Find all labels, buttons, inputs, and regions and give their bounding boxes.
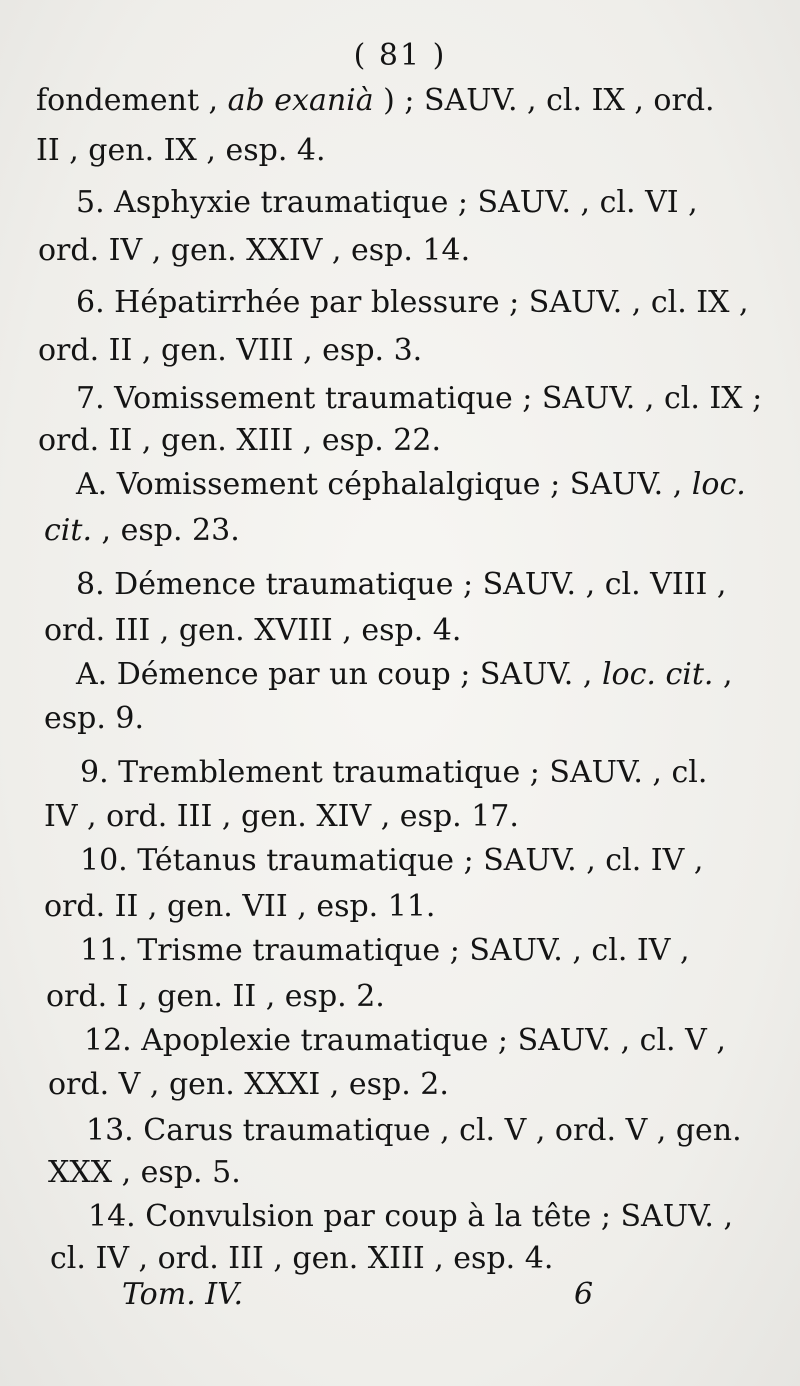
text-line: 5. Asphyxie traumatique ; SAUV. , cl. VI , <box>76 185 698 220</box>
text-line: A. Démence par un coup ; SAUV. , loc. cit. , <box>76 657 733 692</box>
volume-label: Tom. IV. <box>122 1277 244 1312</box>
text-line: A. Vomissement céphalalgique ; SAUV. , loc. <box>76 467 746 502</box>
text-line: 9. Tremblement traumatique ; SAUV. , cl. <box>80 755 708 790</box>
text-line: ord. II , gen. VIII , esp. 3. <box>38 333 423 368</box>
text-line: ord. III , gen. XVIII , esp. 4. <box>44 613 462 648</box>
text-line: 13. Carus traumatique , cl. V , ord. V , gen. <box>86 1113 742 1148</box>
text-line: 11. Trisme traumatique ; SAUV. , cl. IV , <box>80 933 690 968</box>
text-line: 8. Démence traumatique ; SAUV. , cl. VIII , <box>76 567 727 602</box>
text-line: XXX , esp. 5. <box>48 1155 241 1190</box>
text-line: 10. Tétanus traumatique ; SAUV. , cl. IV , <box>80 843 704 878</box>
text-line: 14. Convulsion par coup à la tête ; SAUV. , <box>88 1199 734 1234</box>
text-line: cit. , esp. 23. <box>44 513 240 548</box>
text-line: cl. IV , ord. III , gen. XIII , esp. 4. <box>50 1241 554 1276</box>
text-line: esp. 9. <box>44 701 145 736</box>
text-line: IV , ord. III , gen. XIV , esp. 17. <box>44 799 519 834</box>
text-line: ord. II , gen. XIII , esp. 22. <box>38 423 441 458</box>
text-line: fondement , ab exanià ) ; SAUV. , cl. IX , ord. <box>36 83 715 118</box>
signature-mark: 6 <box>574 1277 594 1312</box>
text-line: 6. Hépatirrhée par blessure ; SAUV. , cl. IX , <box>76 285 749 320</box>
text-line: ord. IV , gen. XXIV , esp. 14. <box>38 233 471 268</box>
text-line: 12. Apoplexie traumatique ; SAUV. , cl. V , <box>84 1023 726 1058</box>
text-line: 7. Vomissement traumatique ; SAUV. , cl. IX ; <box>76 381 763 416</box>
text-line: ord. I , gen. II , esp. 2. <box>46 979 385 1014</box>
text-line: ord. II , gen. VII , esp. 11. <box>44 889 436 924</box>
text-line: ord. V , gen. XXXI , esp. 2. <box>48 1067 449 1102</box>
text-line: II , gen. IX , esp. 4. <box>36 133 326 168</box>
page-number: ( 81 ) <box>353 38 447 73</box>
